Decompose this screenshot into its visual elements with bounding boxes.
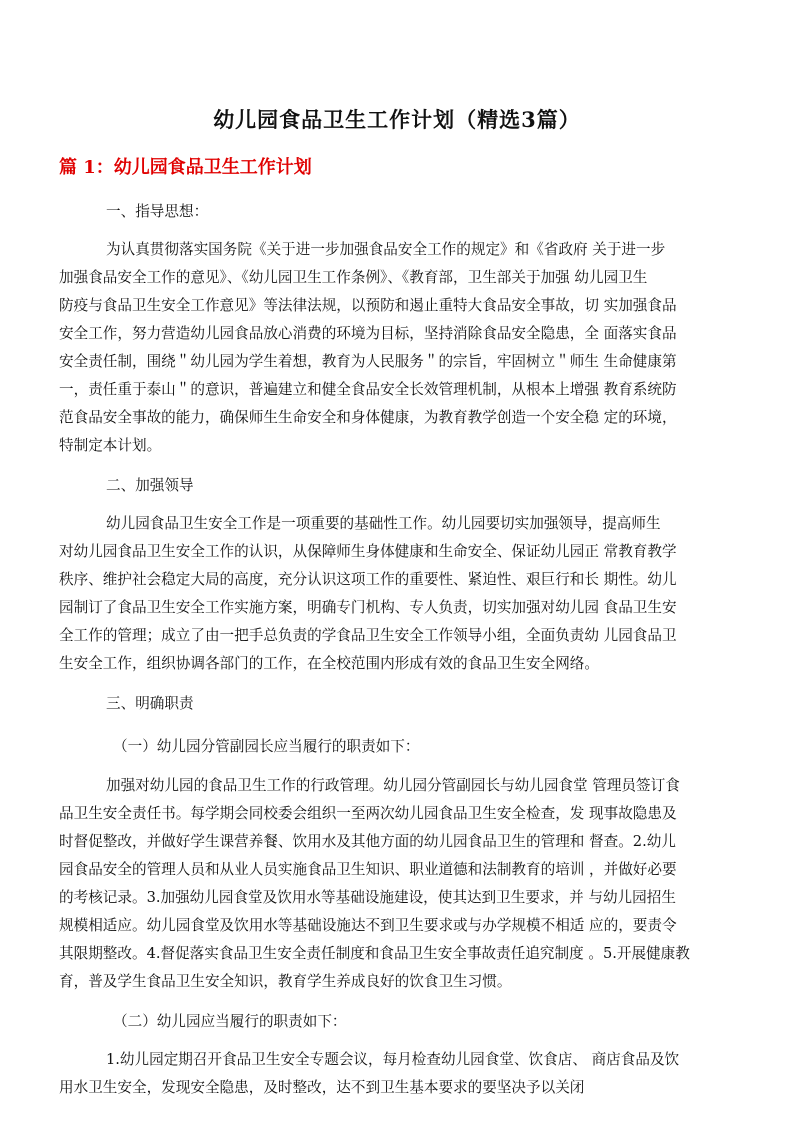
chapter-heading: 篇 1：幼儿园食品卫生工作计划 xyxy=(59,157,312,178)
paragraph-line: 品卫生安全责任书。每学期会同校委会组织一至两次幼儿园食品卫生安全检查，发 现事故隐患及 xyxy=(59,805,677,822)
paragraph-line: 用水卫生安全，发现安全隐患，及时整改，达不到卫生基本要求的要坚决予以关闭 xyxy=(59,1079,585,1096)
section-heading-responsibilities: 三、明确职责 xyxy=(106,695,194,712)
paragraph-line: 园食品安全的管理人员和从业人员实施食品卫生知识、职业道德和法制教育的培训 ，并做好必要 xyxy=(59,861,677,878)
subsection-heading-vice-director: （一）幼儿园分管副园长应当履行的职责如下： xyxy=(113,738,420,755)
paragraph-line: 安全责任制，围绕＂幼儿园为学生着想，教育为人民服务＂的宗旨，牢固树立＂师生 生命健康第 xyxy=(59,353,677,370)
paragraph-line: 的考核记录。3.加强幼儿园食堂及饮用水等基础设施建设，使其达到卫生要求，并 与幼儿园招生 xyxy=(59,889,676,906)
paragraph-line: 园制订了食品卫生安全工作实施方案，明确专门机构、专人负责，切实加强对幼儿园 食品卫生安 xyxy=(59,599,677,616)
paragraph-line: 秩序、维护社会稳定大局的高度，充分认识这项工作的重要性、紧迫性、艰巨行和长 期性。幼儿 xyxy=(59,571,677,588)
section-heading-leadership: 二、加强领导 xyxy=(106,477,194,494)
paragraph-leadership xyxy=(59,510,749,678)
paragraph-line: 范食品安全事故的能力，确保师生生命安全和身体健康，为教育教学创造一个安全稳 定的环境， xyxy=(59,409,677,426)
paragraph-line: 特制定本计划。 xyxy=(59,437,162,454)
paragraph-line: 幼儿园食品卫生安全工作是一项重要的基础性工作。幼儿园要切实加强领导，提高师生 xyxy=(106,515,661,532)
paragraph-kindergarten-duties xyxy=(59,1046,749,1102)
paragraph-line: 为认真贯彻落实国务院《关于进一步加强食品安全工作的规定》和《省政府 关于进一步 xyxy=(106,241,666,258)
subsection-heading-kindergarten: （二）幼儿园应当履行的职责如下： xyxy=(113,1013,347,1030)
paragraph-line: 加强对幼儿园的食品卫生工作的行政管理。幼儿园分管副园长与幼儿园食堂 管理员签订食 xyxy=(106,777,680,794)
paragraph-line: 时督促整改，并做好学生课营养餐、饮用水及其他方面的幼儿园食品卫生的管理和 督查。2.幼儿 xyxy=(59,833,676,850)
document-title: 幼儿园食品卫生工作计划（精选3篇） xyxy=(213,107,581,132)
section-heading-guiding-ideology: 一、指导思想： xyxy=(106,203,209,220)
paragraph-line: 安全工作，努力营造幼儿园食品放心消费的环境为目标，坚持消除食品安全隐患，全 面落实食品 xyxy=(59,325,677,342)
paragraph-line: 一，责任重于泰山＂的意识，普遍建立和健全食品安全长效管理机制，从根本上增强 教育系统防 xyxy=(59,381,677,398)
paragraph-line: 1.幼儿园定期召开食品卫生安全专题会议，每月检查幼儿园食堂、饮食店、 商店食品及饮 xyxy=(106,1051,680,1068)
paragraph-line: 防疫与食品卫生安全工作意见》等法律法规，以预防和遏止重特大食品安全事故，切 实加强食品 xyxy=(59,297,677,314)
paragraph-line: 全工作的管理；成立了由一把手总负责的学食品卫生安全工作领导小组，全面负责幼 儿园食品卫 xyxy=(59,627,677,644)
paragraph-line: 生安全工作，组织协调各部门的工作，在全校范围内形成有效的食品卫生安全网络。 xyxy=(59,655,599,672)
paragraph-line: 规模相适应。幼儿园食堂及饮用水等基础设施达不到卫生要求或与办学规模不相适 应的，要责令 xyxy=(59,917,677,934)
paragraph-line: 加强食品安全工作的意见》、《幼儿园卫生工作条例》、《教育部，卫生部关于加强 幼儿园卫生 xyxy=(59,269,648,286)
paragraph-line: 育，普及学生食品卫生安全知识，教育学生养成良好的饮食卫生习惯。 xyxy=(59,973,512,990)
paragraph-guiding-ideology xyxy=(59,236,749,460)
paragraph-line: 对幼儿园食品卫生安全工作的认识，从保障师生身体健康和生命安全、保证幼儿园正 常教育教学 xyxy=(59,543,677,560)
paragraph-line: 其限期整改。4.督促落实食品卫生安全责任制度和食品卫生安全事故责任追究制度 。5.开展健康教 xyxy=(59,945,690,962)
paragraph-vice-director-duties xyxy=(59,772,749,996)
